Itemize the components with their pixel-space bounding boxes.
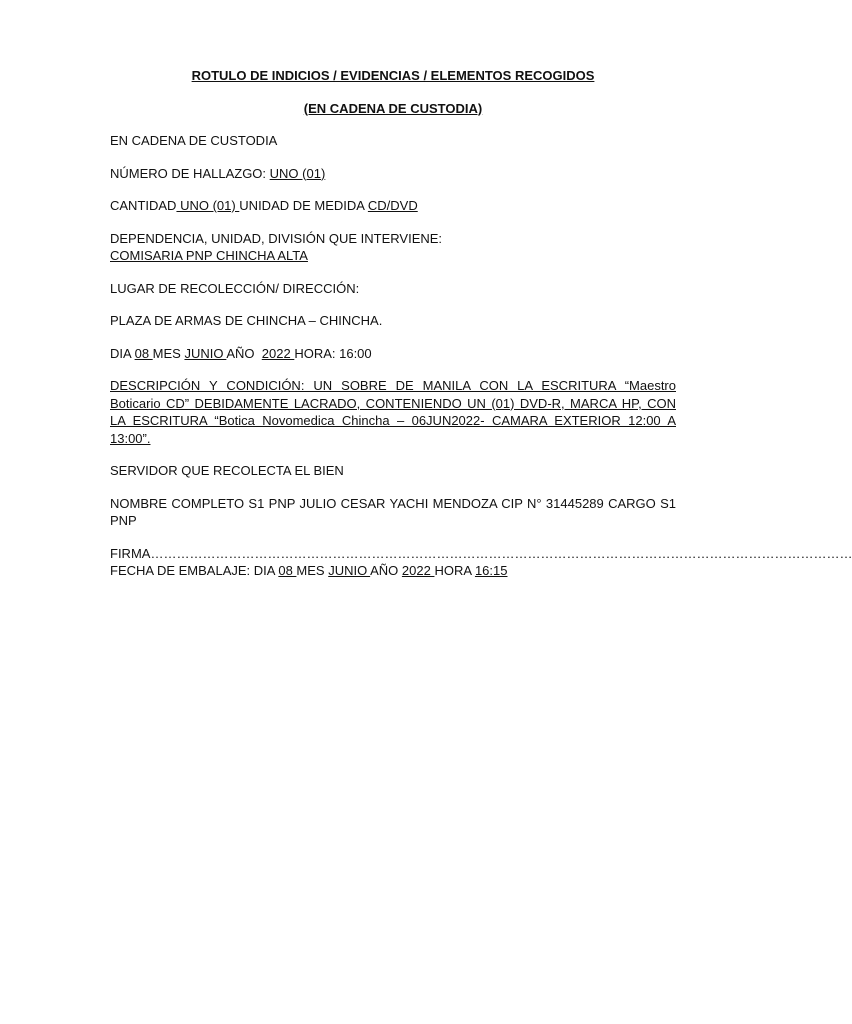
hallazgo-value: UNO (01) (269, 165, 326, 181)
mes-label: MES (152, 345, 181, 361)
hora-label: HORA: 16:00 (294, 345, 372, 361)
embalaje-anio-value: 2022 (401, 563, 435, 578)
unidad-value: CD/DVD (367, 198, 418, 213)
dependencia-block (110, 230, 676, 265)
firma-label: FIRMA (110, 545, 151, 561)
cantidad-line (110, 197, 676, 215)
embalaje-mes-value: JUNIO (328, 563, 371, 578)
anio-label: AÑO (226, 345, 255, 361)
dia-value: 08 (134, 345, 153, 361)
nombre-completo-line: NOMBRE COMPLETO S1 PNP JULIO CESAR YACHI MENDOZA CIP N° 31445289 CARGO S1 PNP (110, 495, 676, 528)
cantidad-value: UNO (01) (176, 198, 240, 213)
firma-dots: ……………………………………………………………………………………………………………………………………………… (150, 545, 852, 561)
lugar-label: LUGAR DE RECOLECCIÓN/ DIRECCIÓN: (110, 280, 360, 296)
hallazgo-line (110, 165, 676, 183)
anio-value: 2022 (261, 345, 295, 361)
lugar-value: PLAZA DE ARMAS DE CHINCHA – CHINCHA. (110, 313, 383, 328)
embalaje-line (110, 562, 676, 580)
document-title: ROTULO DE INDICIOS / EVIDENCIAS / ELEMENTOS RECOGIDOS (191, 68, 595, 83)
fecha-line (110, 345, 676, 363)
hallazgo-label: NÚMERO DE HALLAZGO: (110, 165, 267, 181)
servidor-label: SERVIDOR QUE RECOLECTA EL BIEN (110, 463, 344, 478)
unidad-label: UNIDAD DE MEDIDA (239, 198, 365, 213)
dependencia-label: DEPENDENCIA, UNIDAD, DIVISIÓN QUE INTERVIENE: (110, 230, 443, 246)
dia-label: DIA (110, 345, 131, 361)
descripcion-paragraph: DESCRIPCIÓN Y CONDICIÓN: UN SOBRE DE MANILA CON LA ESCRITURA “Maestro Boticario CD” DEBIDAMENTE LACRADO, CONTENIENDO UN (01) DVD-R, MARCA HP, CON LA ESCRITURA “Botica Novomedica Chincha – 06JUN2022- CAMARA EXTERIOR 12:00 A 13:00”. (110, 378, 676, 446)
embalaje-mes-label: MES (296, 563, 325, 578)
cantidad-label: CANTIDAD (110, 198, 177, 213)
embalaje-anio-label: AÑO (370, 563, 399, 578)
dependencia-value: COMISARIA PNP CHINCHA ALTA (110, 248, 308, 263)
firma-line (110, 545, 852, 563)
embalaje-hora-value: 16:15 (474, 563, 508, 578)
embalaje-label: FECHA DE EMBALAJE: DIA (110, 563, 275, 578)
custody-line: EN CADENA DE CUSTODIA (110, 133, 278, 148)
mes-value: JUNIO (184, 345, 227, 361)
embalaje-hora-label: HORA (434, 563, 472, 578)
embalaje-dia-value: 08 (278, 563, 297, 578)
document-subtitle: (EN CADENA DE CUSTODIA) (303, 100, 483, 116)
